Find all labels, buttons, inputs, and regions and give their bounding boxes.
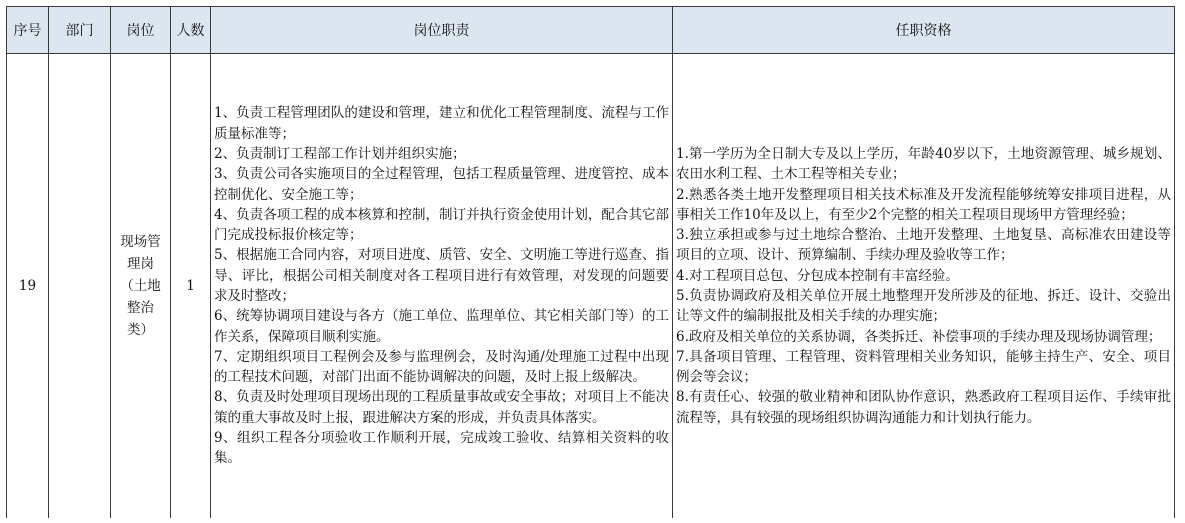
post-line: 理岗 [127, 256, 154, 272]
duty-item: 3、负责公司各实施项目的全过程管理，包括工程质量管理、进度管控、成本控制优化、安全施工等； [214, 166, 669, 203]
duty-item: 7、定期组织项目工程例会及参与监理例会，及时沟通/处理施工过程中出现的工程技术问题，对部门出面不能协调解决的问题，及时上报上级解决。 [214, 348, 669, 386]
post-line: 类） [127, 322, 154, 338]
header-dept: 部门 [49, 7, 111, 54]
duty-item: 2、负责制订工程部工作计划并组织实施； [214, 145, 466, 162]
cell-dept [49, 54, 111, 519]
duty-item: 6、统筹协调项目建设与各方（施工单位、监理单位、其它相关部门等）的工作关系，保障项目顺利实施。 [214, 308, 669, 345]
duty-item: 5、根据施工合同内容，对项目进度、质管、安全、文明施工等进行巡查、指导、评比，根据公司相关制度对各工程项目进行有效管理，对发现的问题要求及时整改； [214, 247, 669, 304]
qual-item: 2.熟悉各类土地开发整理项目相关技术标准及开发流程能够统筹安排项目进程，从事相关工作10年及以上，有至少2个完整的相关工程项目现场甲方管理经验； [676, 186, 1171, 223]
duty-item: 9、组织工程各分项验收工作顺利开展，完成竣工验收、结算相关资料的收集。 [214, 430, 669, 467]
header-row [7, 7, 1175, 54]
header-count: 人数 [171, 7, 211, 54]
duty-item: 4、负责各项工程的成本核算和控制，制订并执行资金使用计划，配合其它部门完成投标报价核定等； [214, 206, 669, 244]
qual-item: 3.独立承担或参与过土地综合整治、土地开发整理、土地复垦、高标准农田建设等项目的立项、设计、预算编制、手续办理及验收等工作； [676, 227, 1171, 264]
header-quals: 任职资格 [673, 7, 1175, 54]
header-no: 序号 [7, 7, 49, 54]
header-post: 岗位 [111, 7, 171, 54]
duty-item: 8、负责及时处理项目现场出现的工程质量事故或安全事故；对项目上不能决策的重大事故及时上报，跟进解决方案的形成，并负责具体落实。 [214, 389, 669, 426]
qual-item: 8.有责任心、较强的敬业精神和团队协作意识，熟悉政府工程项目运作、手续审批流程等，具有较强的现场组织协调沟通能力和计划执行能力。 [676, 389, 1171, 426]
qual-item: 4.对工程项目总包、分包成本控制有丰富经验。 [676, 267, 959, 284]
cell-no: 19 [7, 54, 49, 519]
qual-item: 5.负责协调政府及相关单位开展土地整理开发所涉及的征地、拆迁、设计、交验出让等文件的编制报批及相关手续的办理实施； [676, 288, 1171, 325]
qual-item: 7.具备项目管理、工程管理、资料管理相关业务知识，能够主持生产、安全、项目例会等会议； [676, 348, 1171, 386]
table-row [7, 54, 1175, 519]
qual-item: 1.第一学历为全日制大专及以上学历，年龄40岁以下，土地资源管理、城乡规划、农田水利工程、土木工程等相关专业； [676, 145, 1171, 183]
header-duties: 岗位职责 [211, 7, 673, 54]
cell-duties [211, 54, 673, 519]
qual-item: 6.政府及相关单位的关系协调，各类拆迁、补偿事项的手续办理及现场协调管理； [676, 328, 1162, 345]
cell-quals [673, 54, 1175, 519]
post-line: 现场管 [120, 234, 161, 250]
post-line: 整治 [127, 300, 154, 316]
crop-edge [0, 518, 1185, 523]
post-line: （土地 [120, 278, 161, 294]
duty-item: 1、负责工程管理团队的建设和管理，建立和优化工程管理制度、流程与工作质量标准等； [214, 105, 669, 142]
cell-post [111, 54, 171, 519]
job-table [6, 6, 1175, 519]
cell-count: 1 [171, 54, 211, 519]
